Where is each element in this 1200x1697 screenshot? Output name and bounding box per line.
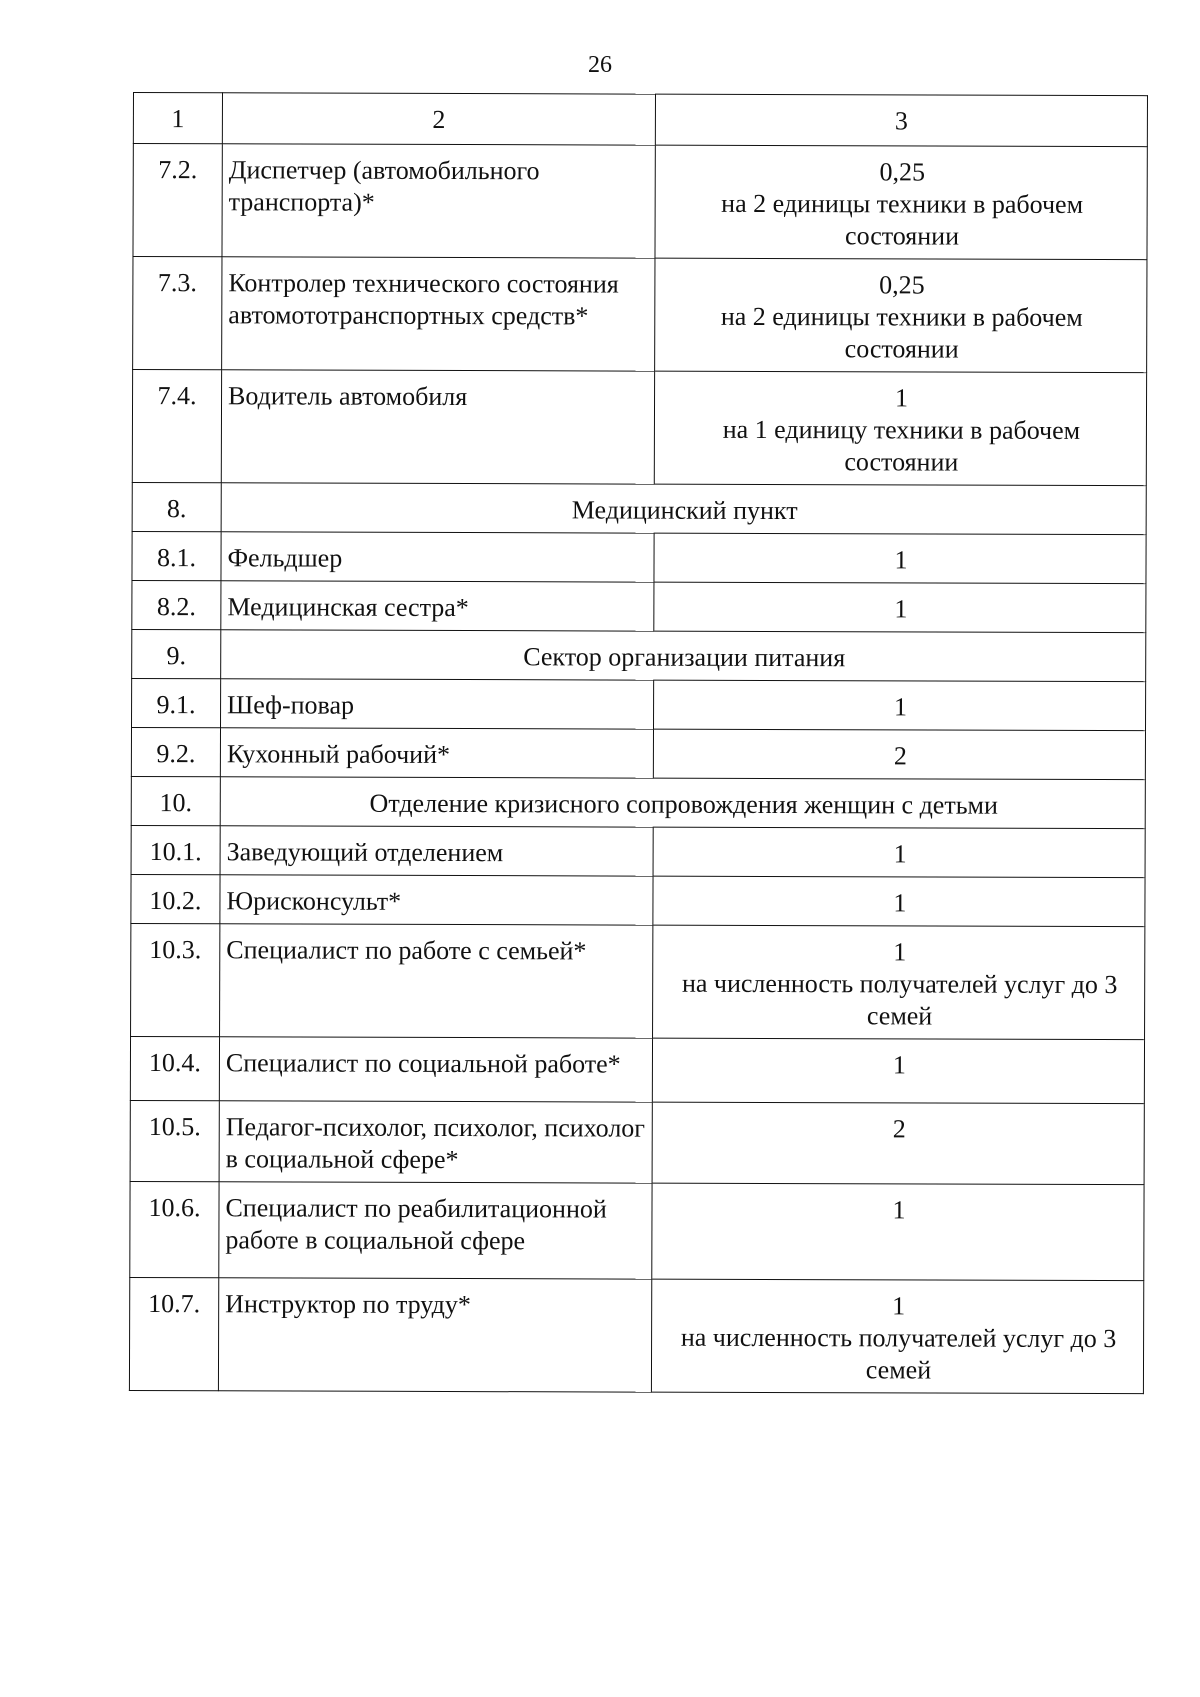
row-value: 1 bbox=[892, 1050, 906, 1080]
row-value: 1 bbox=[892, 1195, 906, 1225]
position-title: Шеф-повар bbox=[221, 679, 654, 729]
row-number: 9.1. bbox=[132, 678, 221, 727]
row-value-note: на численность получателей услуг до 3 семей bbox=[681, 968, 1118, 1031]
table-header-row bbox=[133, 93, 1147, 147]
position-title: Медицинская сестра* bbox=[221, 581, 654, 631]
position-title: Юрисконсульт* bbox=[220, 875, 653, 925]
position-title: Специалист по социальной работе* bbox=[219, 1037, 652, 1102]
row-value: 1 bbox=[893, 888, 907, 918]
staff-count-cell bbox=[654, 371, 1146, 486]
row-number: 10.2. bbox=[131, 874, 220, 923]
table-row bbox=[130, 1036, 1144, 1103]
staff-count-cell bbox=[653, 925, 1145, 1040]
position-title: Водитель автомобиля bbox=[221, 370, 654, 484]
position-title: Специалист по реабилитационной работе в социальной сфере bbox=[219, 1182, 652, 1279]
row-number: 10.7. bbox=[129, 1277, 218, 1390]
position-title: Инструктор по труду* bbox=[218, 1278, 651, 1392]
staff-table bbox=[129, 92, 1148, 1394]
staff-table-body bbox=[129, 93, 1147, 1394]
table-row bbox=[130, 1100, 1144, 1184]
header-col-1: 1 bbox=[133, 93, 222, 144]
row-number: 10.6. bbox=[130, 1181, 219, 1277]
row-value-note: на 2 единицы техники в рабочем состоянии bbox=[721, 188, 1084, 251]
header-col-2: 2 bbox=[222, 93, 655, 145]
row-number: 10.3. bbox=[131, 923, 220, 1036]
table-row bbox=[131, 727, 1145, 779]
row-number: 7.3. bbox=[133, 257, 222, 370]
section-row bbox=[132, 629, 1146, 681]
staff-count-cell bbox=[651, 1279, 1143, 1394]
row-number: 7.4. bbox=[132, 370, 221, 483]
header-col-3: 3 bbox=[655, 94, 1147, 147]
row-number: 8.1. bbox=[132, 531, 221, 580]
row-value: 2 bbox=[892, 1114, 906, 1144]
staff-count-cell bbox=[654, 680, 1146, 731]
row-value: 1 bbox=[893, 839, 907, 869]
section-title: Отделение кризисного сопровождения женщин с детьми bbox=[220, 777, 1145, 829]
section-title: Медицинский пункт bbox=[221, 483, 1146, 535]
staff-count-cell bbox=[655, 258, 1147, 373]
table-row bbox=[133, 144, 1147, 260]
table-row bbox=[130, 1181, 1144, 1280]
row-number: 10.5. bbox=[130, 1100, 219, 1181]
table-row bbox=[132, 531, 1146, 583]
row-number: 8.2. bbox=[132, 580, 221, 629]
staff-count-cell bbox=[654, 533, 1146, 584]
page-number: 26 bbox=[588, 52, 612, 78]
position-title: Диспетчер (автомобильного транспорта)* bbox=[222, 144, 655, 258]
row-value-note: на 1 единицу техники в рабочем состоянии bbox=[722, 414, 1081, 477]
staff-count-cell bbox=[653, 827, 1145, 878]
section-row bbox=[131, 776, 1145, 828]
position-title: Фельдшер bbox=[221, 532, 654, 582]
row-number: 9. bbox=[132, 629, 221, 678]
staff-count-cell bbox=[652, 1038, 1144, 1104]
staff-count-cell bbox=[652, 1102, 1144, 1185]
position-title: Педагог-психолог, психолог, психолог в социальной сфере* bbox=[219, 1101, 652, 1183]
staff-count-cell bbox=[654, 582, 1146, 633]
row-value: 0,25 bbox=[879, 157, 926, 187]
row-value: 1 bbox=[892, 1291, 906, 1321]
row-value: 1 bbox=[894, 692, 908, 722]
position-title: Контролер технического состояния автомототранспортных средств* bbox=[222, 257, 655, 371]
position-title: Кухонный рабочий* bbox=[220, 728, 653, 778]
section-row bbox=[132, 482, 1146, 534]
row-number: 9.2. bbox=[131, 727, 220, 776]
row-number: 10.1. bbox=[131, 825, 220, 874]
table-row bbox=[132, 580, 1146, 632]
table-row bbox=[131, 923, 1145, 1039]
position-title: Специалист по работе с семьей* bbox=[220, 924, 653, 1038]
table-row bbox=[131, 825, 1145, 877]
row-value: 1 bbox=[894, 383, 909, 413]
row-number: 7.2. bbox=[133, 144, 222, 257]
row-value: 1 bbox=[893, 937, 907, 967]
table-row bbox=[132, 370, 1146, 486]
table-row bbox=[131, 874, 1145, 926]
row-number: 10. bbox=[131, 776, 220, 825]
row-value: 1 bbox=[894, 545, 908, 575]
staff-count-cell bbox=[653, 876, 1145, 927]
staff-count-cell bbox=[653, 729, 1145, 780]
row-number: 10.4. bbox=[130, 1036, 219, 1100]
section-title: Сектор организации питания bbox=[221, 630, 1146, 682]
row-value-note: на численность получателей услуг до 3 семей bbox=[680, 1322, 1117, 1385]
position-title: Заведующий отделением bbox=[220, 826, 653, 876]
table-row bbox=[133, 257, 1147, 373]
row-value: 1 bbox=[894, 594, 908, 624]
staff-count-cell bbox=[655, 145, 1147, 260]
row-value: 0,25 bbox=[879, 270, 925, 300]
row-value: 2 bbox=[893, 741, 907, 771]
table-row bbox=[132, 678, 1146, 730]
row-number: 8. bbox=[132, 482, 221, 531]
row-value-note: на 2 единицы техники в рабочем состоянии bbox=[720, 301, 1083, 364]
staff-count-cell bbox=[652, 1183, 1144, 1281]
table-row bbox=[129, 1277, 1143, 1393]
